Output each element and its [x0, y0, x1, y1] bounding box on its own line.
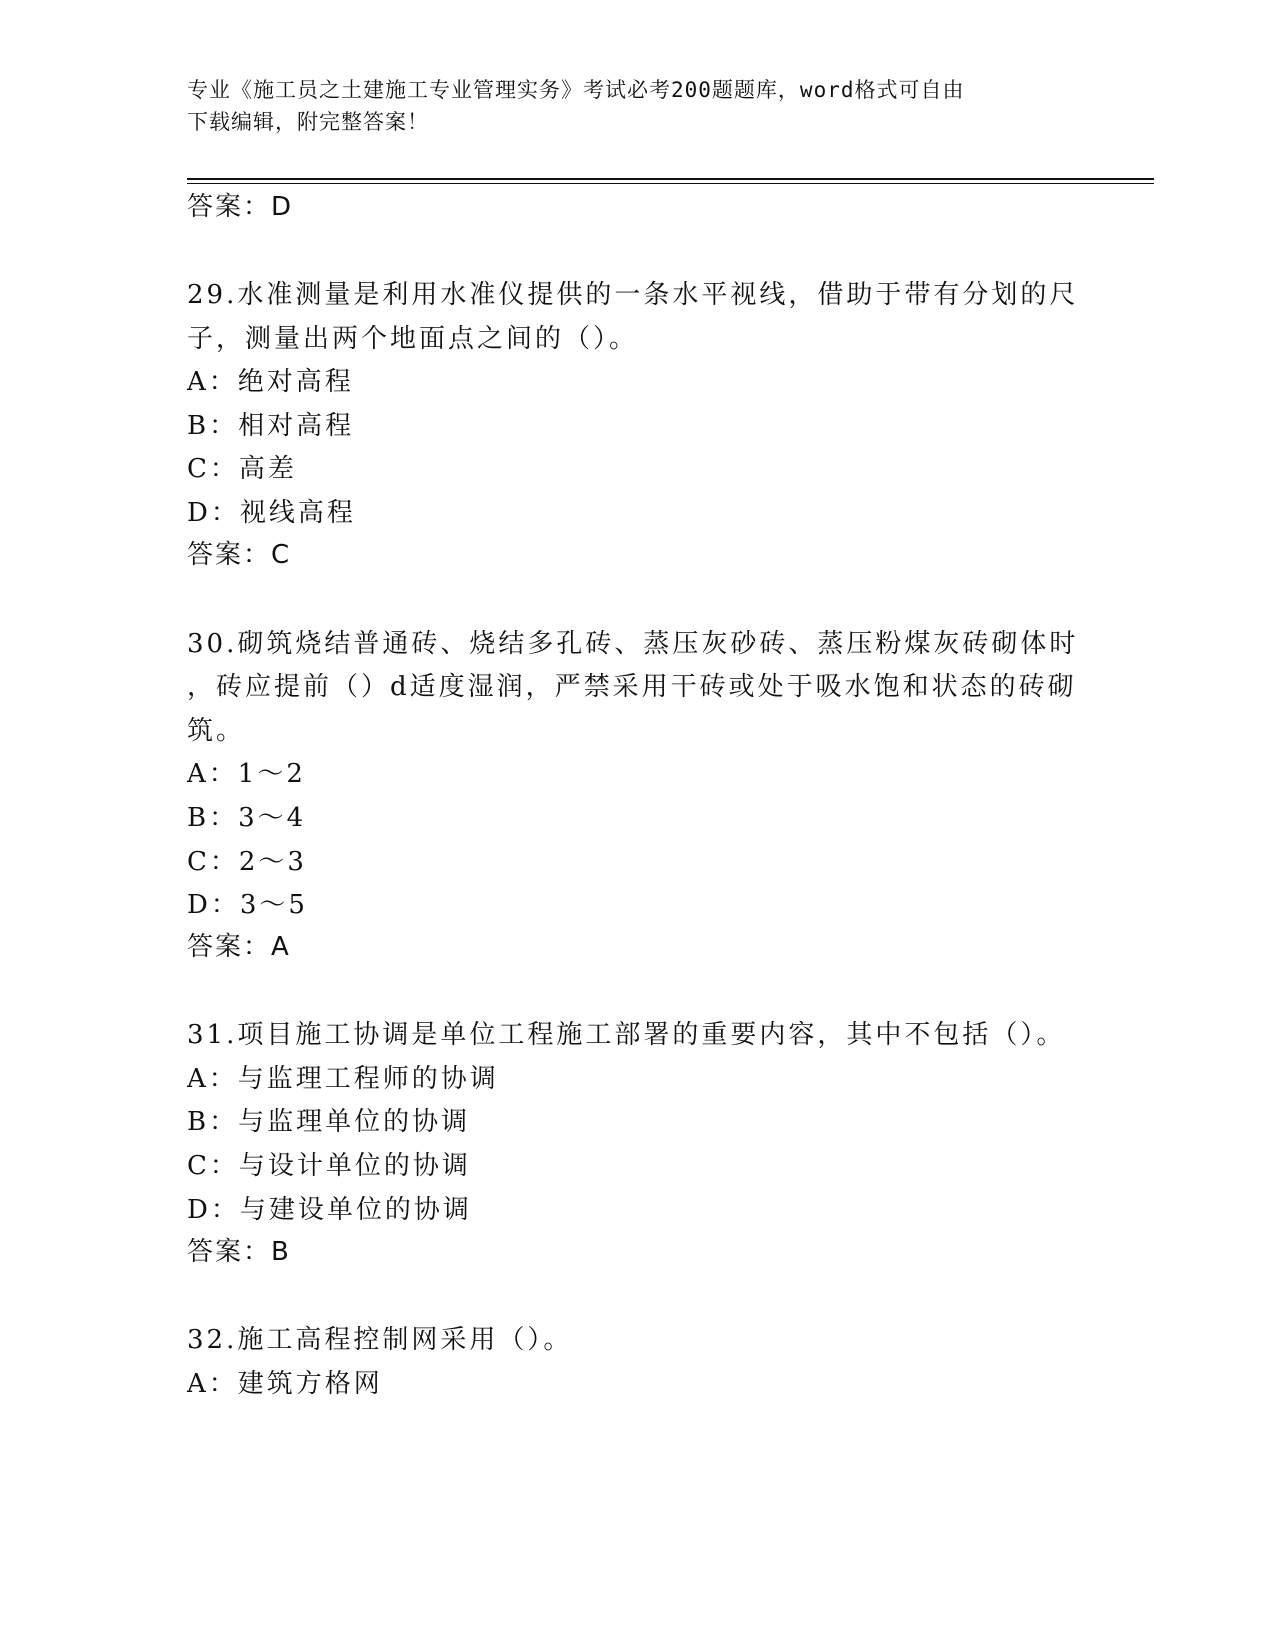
question-29-option-b: B：相对高程 — [187, 411, 355, 441]
header-line-1: 专业《施工员之土建施工专业管理实务》考试必考200题题库，word格式可自由 — [187, 78, 965, 102]
header-line-2: 下载编辑，附完整答案！ — [187, 110, 429, 134]
question-31-line-1: 31.项目施工协调是单位工程施工部署的重要内容，其中不包括（）。 — [187, 1020, 1066, 1050]
question-30-option-b: B：3～4 — [187, 803, 307, 833]
question-31-option-c: C：与设计单位的协调 — [187, 1151, 471, 1181]
question-30-answer: 答案：A — [187, 932, 291, 962]
question-29-line-1: 29.水准测量是利用水准仪提供的一条水平视线，借助于带有分划的尺 — [187, 280, 1079, 310]
question-30-line-2: ，砖应提前（）d适度湿润，严禁采用干砖或处于吸水饱和状态的砖砌 — [187, 672, 1077, 702]
question-29-option-c: C：高差 — [187, 454, 297, 484]
question-29-option-a: A：绝对高程 — [187, 367, 354, 397]
question-31-answer: 答案：B — [187, 1237, 291, 1267]
question-30-option-a: A：1～2 — [187, 759, 306, 789]
header-divider-thin — [187, 183, 1154, 184]
question-31-option-a: A：与监理工程师的协调 — [187, 1064, 499, 1094]
question-31-option-b: B：与监理单位的协调 — [187, 1107, 471, 1137]
question-32-line-1: 32.施工高程控制网采用（）。 — [187, 1325, 573, 1355]
question-30-line-3: 筑。 — [187, 716, 246, 746]
question-31-option-d: D：与建设单位的协调 — [187, 1195, 472, 1225]
question-29-answer: 答案：C — [187, 540, 292, 570]
question-29-option-d: D：视线高程 — [187, 498, 356, 528]
question-30-option-c: C：2～3 — [187, 847, 307, 877]
header-divider-thick — [187, 178, 1154, 180]
question-30-option-d: D：3～5 — [187, 890, 308, 920]
question-29-line-2: 子，测量出两个地面点之间的（）。 — [187, 324, 639, 354]
question-30-line-1: 30.砌筑烧结普通砖、烧结多孔砖、蒸压灰砂砖、蒸压粉煤灰砖砌体时 — [187, 629, 1079, 659]
answer-line: 答案：D — [187, 192, 294, 222]
document-header — [187, 74, 1067, 138]
question-32-option-a: A：建筑方格网 — [187, 1369, 383, 1399]
